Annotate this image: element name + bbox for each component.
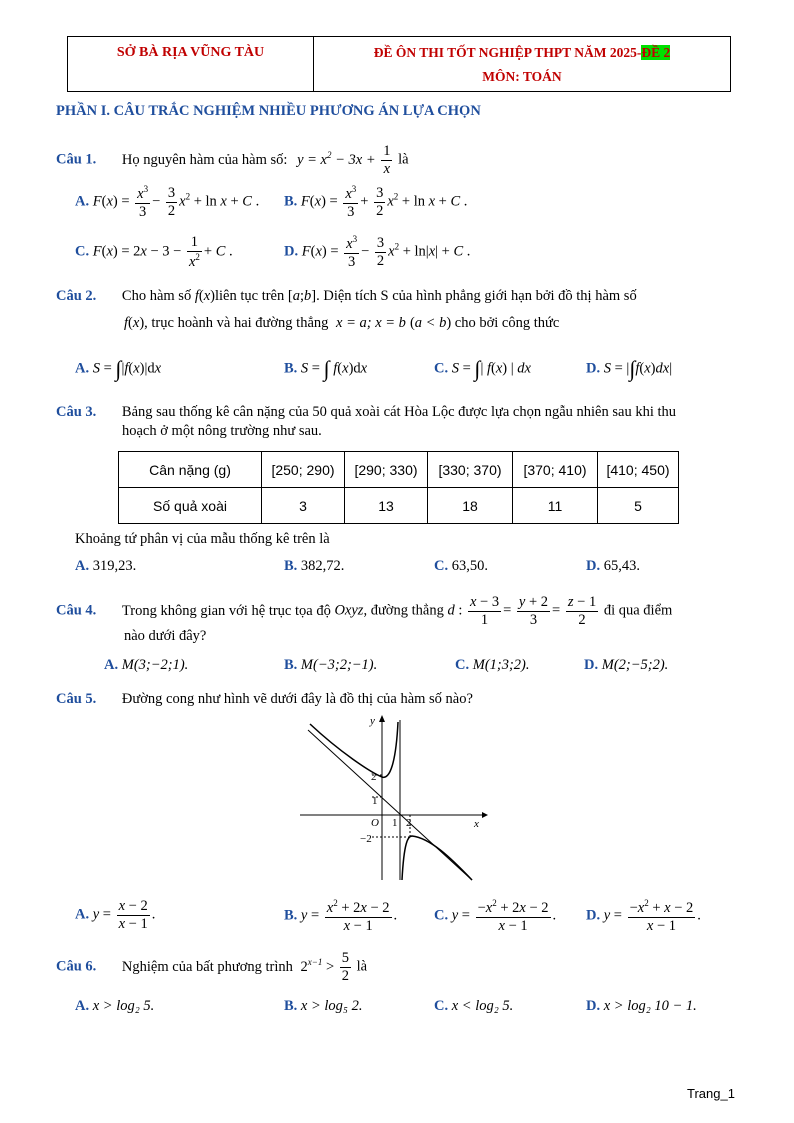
- q4-option-b[interactable]: B. M(−3;2;−1).: [284, 657, 378, 673]
- q6-option-b[interactable]: B. x > log₅ 2.: [284, 998, 363, 1014]
- q2-option-a[interactable]: A. S = ∫|f(x)|dx: [75, 356, 162, 381]
- question-3-ask: Khoảng tứ phân vị của mẫu thống kê trên là: [75, 531, 330, 547]
- question-3: Câu 3. Bảng sau thống kê cân nặng của 50 quả xoài cát Hòa Lộc được lựa chọn ngẫu nhiên sau khi thu: [56, 404, 677, 420]
- curve-right-branch: [402, 836, 472, 880]
- q2-option-b[interactable]: B. S = ∫ f(x)dx: [284, 356, 368, 381]
- tick-label: 1: [372, 795, 378, 807]
- header-right-line1: ĐỀ ÔN THI TỐT NGHIỆP THPT NĂM 2025-ĐỀ 2: [373, 45, 671, 60]
- question-6: Câu 6. Nghiệm của bất phương trình $2^{x-1}$ > $\frac{5}{2}$ là: [56, 950, 368, 984]
- question-5: Câu 5. Đường cong như hình vẽ dưới đây là đồ thị của hàm số nào?: [56, 691, 473, 707]
- question-4: Câu 4. Trong không gian với hệ trục tọa độ Oxyz, đường thẳng d : $\frac{x - 3}{1}$ = $\frac{y + 2}{3}$ = $\frac{z - 1}{2}$ đi qua điểm: [56, 594, 673, 628]
- q5-option-c[interactable]: C. y = $\frac{-x^2 + 2x - 2}{x - 1}$ .: [434, 898, 557, 934]
- oblique-asymptote: [308, 730, 472, 880]
- table-row: [119, 488, 679, 524]
- q6-option-c[interactable]: C. x < log₂ 5.: [434, 998, 514, 1014]
- weight-table: [118, 451, 679, 524]
- q5-option-d[interactable]: D. y = $\frac{-x^2 + x - 2}{x - 1}$ .: [586, 898, 701, 934]
- tick-label: 2: [406, 817, 412, 829]
- q5-option-a[interactable]: A. y = $\frac{x - 2}{x - 1}$ .: [75, 898, 156, 932]
- header-box: [67, 36, 731, 92]
- q1-option-c[interactable]: C. F(x) = 2x − 3 − $\frac{1}{x^2}$ + C .: [75, 234, 233, 270]
- tick-label: 2: [371, 771, 377, 783]
- question-2: Câu 2. Cho hàm số f(x)liên tục trên [a;b]. Diện tích S của hình phẳng giới hạn bởi đồ thị hàm số: [56, 288, 637, 304]
- y-axis-label: y: [370, 715, 375, 727]
- table-cell: [370; 410): [513, 452, 598, 488]
- q4-option-a[interactable]: A. M(3;−2;1).: [104, 657, 189, 673]
- question-number: Câu 1.: [56, 151, 97, 168]
- origin-label: O: [371, 817, 379, 829]
- table-cell: [290; 330): [345, 452, 428, 488]
- table-cell: [410; 450): [598, 452, 679, 488]
- table-cell: 11: [513, 488, 598, 524]
- header-right-line2: MÔN: TOÁN: [482, 69, 562, 84]
- q3-option-a[interactable]: A. 319,23.: [75, 558, 137, 574]
- table-cell: 13: [345, 488, 428, 524]
- q1-option-a[interactable]: A. F(x) = $\frac{x^3}{3}$ − $\frac{3}{2}$ $x^2 + \ln x + C$ .: [75, 184, 260, 220]
- q2-option-d[interactable]: D. S = |∫f(x)dx|: [586, 356, 673, 381]
- q5-option-b[interactable]: B. y = $\frac{x^2 + 2x - 2}{x - 1}$ .: [284, 898, 398, 934]
- q3-option-c[interactable]: C. 63,50.: [434, 558, 488, 574]
- table-cell: Cân nặng (g): [119, 452, 262, 488]
- part-title: PHẦN I. CÂU TRẮC NGHIỆM NHIỀU PHƯƠNG ÁN LỰA CHỌN: [56, 103, 481, 119]
- q4-option-d[interactable]: D. M(2;−5;2).: [584, 657, 669, 673]
- header-left: SỞ BÀ RỊA VŨNG TÀU: [116, 45, 265, 60]
- exam-number-highlight: ĐỀ 2: [641, 45, 671, 60]
- tick-label: −2: [360, 833, 372, 845]
- q4-option-c[interactable]: C. M(1;3;2).: [455, 657, 530, 673]
- table-cell: [330; 370): [428, 452, 513, 488]
- q1-option-b[interactable]: B. F(x) = $\frac{x^3}{3}$ + $\frac{3}{2}$ $x^2 + \ln x + C$ .: [284, 184, 468, 220]
- question-1: Câu 1. Họ nguyên hàm của hàm số: $y = x^2 - 3x$ + $\frac{1}{x}$ là: [56, 143, 409, 177]
- question-2-line2: f(x), trục hoành và hai đường thẳng x = a; x = b (a < b) cho bởi công thức: [124, 315, 560, 331]
- table-row: [119, 452, 679, 488]
- q1-option-d[interactable]: D. F(x) = $\frac{x^3}{3}$ − $\frac{3}{2}$ $x^2 + \ln|x| + C$ .: [284, 234, 471, 270]
- table-cell: 3: [262, 488, 345, 524]
- x-axis-label: x: [474, 818, 479, 830]
- curve-left-branch: [310, 722, 398, 777]
- q3-option-b[interactable]: B. 382,72.: [284, 558, 345, 574]
- page-footer: Trang_1: [687, 1086, 735, 1101]
- table-cell: Số quả xoài: [119, 488, 262, 524]
- q3-option-d[interactable]: D. 65,43.: [586, 558, 640, 574]
- q2-option-c[interactable]: C. S = ∫| f(x) | dx: [434, 356, 531, 381]
- tick-label: 1: [392, 817, 398, 829]
- question-4-line2: nào dưới đây?: [124, 628, 207, 644]
- question-text: Họ nguyên hàm của hàm số:: [121, 151, 288, 168]
- table-cell: [250; 290): [262, 452, 345, 488]
- table-cell: 18: [428, 488, 513, 524]
- q6-option-a[interactable]: A. x > log₂ 5.: [75, 998, 155, 1014]
- table-cell: 5: [598, 488, 679, 524]
- function-graph: [300, 712, 490, 882]
- y-axis-arrow: [379, 715, 385, 722]
- question-3-line2: hoạch ở một nông trường như sau.: [122, 423, 322, 439]
- q6-option-d[interactable]: D. x > log₂ 10 − 1.: [586, 998, 697, 1014]
- x-axis-arrow: [482, 812, 488, 818]
